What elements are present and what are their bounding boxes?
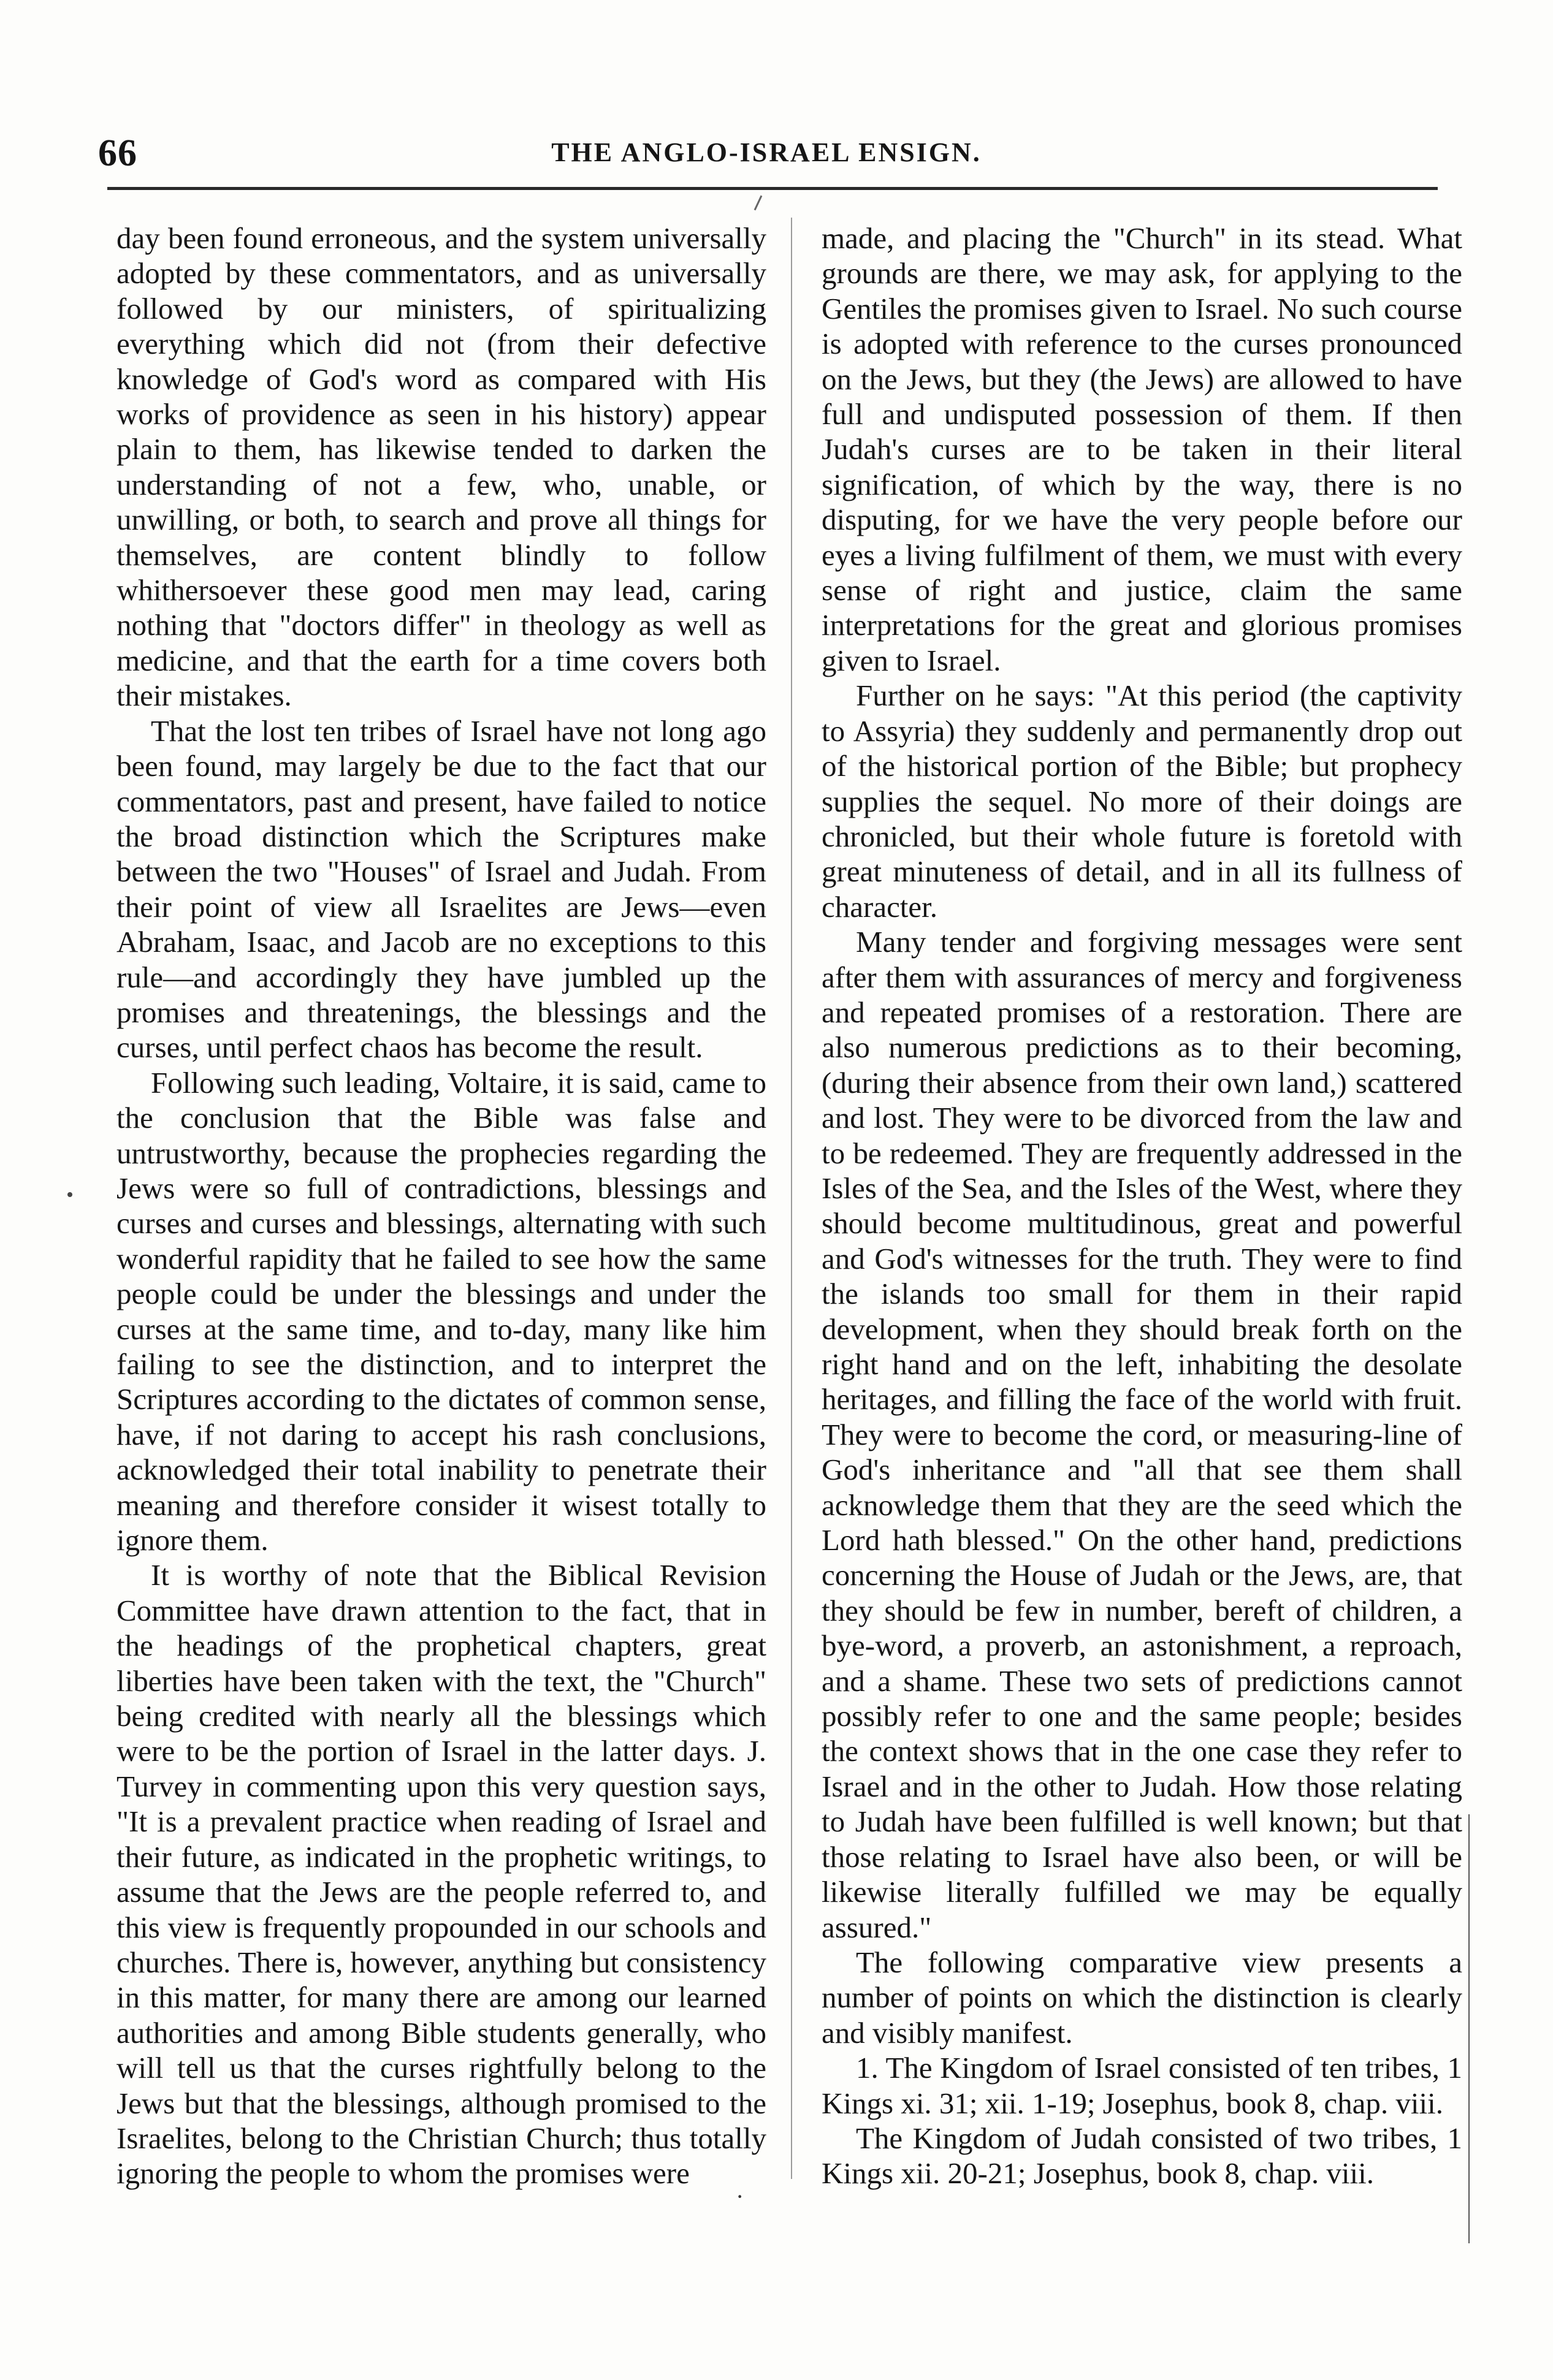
column-divider [791,218,792,2179]
paragraph: Following such leading, Voltaire, it is said, came to the conclusion that the Bible was false and untrustworthy, because the prophecies regarding the Jews were so full of contradictions, blessings and curses and curses and blessings, alternating with such wonderful rapidity that he failed to see how the same people could be under the blessings and under the curses at the same time, and to-day, many like him failing to see the distinction, and to interpret the Scriptures according to the dictates of common sense, have, if not daring to accept his rash conclusions, acknowledged their total inability to penetrate their meaning and therefore consider it wisest totally to ignore them. [116,1065,766,1557]
page-number: 66 [98,132,137,174]
printer-mark: · [736,2183,744,2210]
paragraph: It is worthy of note that the Biblical Revision Committee have drawn attention to the fact, that in the headings of the prophetical chapters, great liberties have been taken with the text, the "Church" being credited with nearly all the blessings which were to be the portion of Israel in the latter days. J. Turvey in commenting upon this very question says, "It is a prevalent practice when reading of Israel and their future, as indicated in the prophetic writings, to assume that the Jews are the people referred to, and this view is frequently propounded in our schools and churches. There is, however, anything but consistency in this matter, for many there are among our learned authorities and among Bible students generally, who will tell us that the curses rightfully belong to the Jews but that the blessings, although promised to the Israelites, belong to the Christian Church; thus totally ignoring the people to whom the promises were [116,1558,766,2191]
list-item: 1. The Kingdom of Israel consisted of ten tribes, 1 Kings xi. 31; xii. 1-19; Josephus, book 8, chap. viii. [822,2051,1462,2120]
list-item: The Kingdom of Judah consisted of two tribes, 1 Kings xii. 20-21; Josephus, book 8, chap. viii. [822,2121,1462,2191]
binding-edge-mark [1468,1814,1470,2243]
left-column [116,221,766,2191]
paragraph: day been found erroneous, and the system universally adopted by these commentators, and as universally followed by our ministers, of spiritualizing everything which did not (from their defective knowledge of God's word as compared with His works of providence as seen in his history) appear plain to them, has likewise tended to darken the understanding of not a few, who, unable, or unwilling, or both, to search and prove all things for themselves, are content blindly to follow whithersoever these good men may lead, caring nothing that "doctors differ" in theology as well as medicine, and that the earth for a time covers both their mistakes. [116,221,766,713]
paragraph: Many tender and forgiving messages were sent after them with assurances of mercy and forgiveness and repeated promises of a restoration. There are also numerous predictions as to their becoming, (during their absence from their own land,) scattered and lost. They were to be divorced from the law and to be redeemed. They are frequently addressed in the Isles of the Sea, and the Isles of the West, where they should become multitudinous, great and powerful and God's witnesses for the truth. They were to find the islands too small for them in their rapid development, when they should break forth on the right hand and on the left, inhabiting the desolate heritages, and filling the face of the world with fruit. They were to become the cord, or measuring-line of God's inheritance and "all that see them shall acknowledge them that they are the seed which the Lord hath blessed." On the other hand, predictions concerning the House of Judah or the Jews, are, that they should be few in number, bereft of children, a bye-word, a proverb, an astonishment, a reproach, and a shame. These two sets of predictions cannot possibly refer to one and the same people; besides the context shows that in the one case they refer to Israel and in the other to Judah. How those relating to Judah have been fulfilled is well known; but that those relating to Israel have also been, or will be likewise literally fulfilled we may be equally assured." [822,925,1462,1944]
paragraph: The following comparative view presents a number of points on which the distinction is clearly and visibly manifest. [822,1945,1462,2050]
header-rule [107,187,1438,190]
paragraph: made, and placing the "Church" in its stead. What grounds are there, we may ask, for applying to the Gentiles the promises given to Israel. No such course is adopted with reference to the curses pronounced on the Jews, but they (the Jews) are allowed to have full and undisputed possession of them. If then Judah's curses are to be taken in their literal signification, of which by the way, there is no disputing, for we have the very people before our eyes a living fulfilment of them, we must with every sense of right and justice, claim the same interpretations for the great and glorious promises given to Israel. [822,221,1462,677]
margin-dot [67,1192,72,1197]
right-column [822,221,1462,2191]
paragraph: Further on he says: "At this period (the captivity to Assyria) they suddenly and permanently drop out of the historical portion of the Bible; but prophecy supplies the sequel. No more of their doings are chronicled, but their whole future is foretold with great minuteness of detail, and in all its fullness of character. [822,679,1462,924]
page-header [98,132,1435,175]
running-title: THE ANGLO-ISRAEL ENSIGN. [551,137,982,167]
stray-mark [754,196,763,211]
paragraph: That the lost ten tribes of Israel have not long ago been found, may largely be due to the fact that our commentators, past and present, have failed to notice the broad distinction which the Scriptures make between the two "Houses" of Israel and Judah. From their point of view all Israelites are Jews—even Abraham, Isaac, and Jacob are no exceptions to this rule—and accordingly they have jumbled up the promises and threatenings, the blessings and the curses, until perfect chaos has become the result. [116,713,766,1065]
